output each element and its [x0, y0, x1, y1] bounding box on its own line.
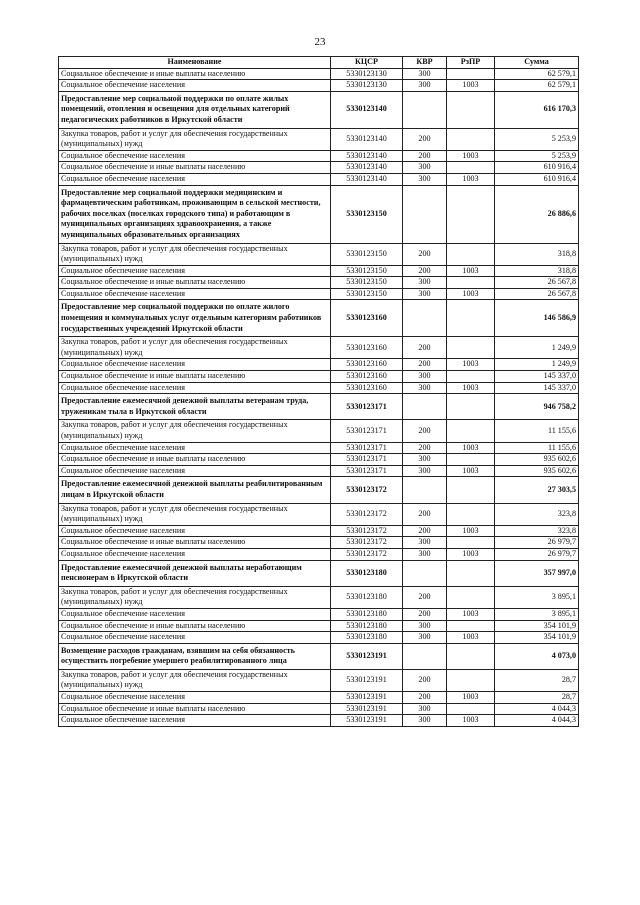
- cell-kvr: 200: [403, 359, 447, 371]
- cell-kvr: 300: [403, 173, 447, 185]
- cell-kvr: 200: [403, 608, 447, 620]
- cell-sum: 62 579,1: [495, 80, 579, 92]
- cell-name: Социальное обеспечение населения: [59, 692, 331, 704]
- cell-sum: 26 979,7: [495, 548, 579, 560]
- table-row: [59, 359, 579, 371]
- cell-sum: 354 101,9: [495, 632, 579, 644]
- cell-rzpr: 1003: [447, 442, 495, 454]
- table-row: [59, 173, 579, 185]
- cell-name: Социальное обеспечение и иные выплаты населению: [59, 454, 331, 466]
- column-header-sum: Сумма: [495, 57, 579, 69]
- cell-rzpr: 1003: [447, 288, 495, 300]
- cell-kcsr: 5330123191: [331, 643, 403, 669]
- cell-kvr: 300: [403, 620, 447, 632]
- cell-rzpr: [447, 477, 495, 503]
- cell-rzpr: 1003: [447, 359, 495, 371]
- table-row: [59, 337, 579, 359]
- cell-kcsr: 5330123160: [331, 382, 403, 394]
- cell-kcsr: 5330123171: [331, 442, 403, 454]
- cell-name: Закупка товаров, работ и услуг для обеспечения государственных (муниципальных) нужд: [59, 337, 331, 359]
- cell-name: Закупка товаров, работ и услуг для обеспечения государственных (муниципальных) нужд: [59, 669, 331, 691]
- table-row: [59, 548, 579, 560]
- cell-name: Предоставление ежемесячной денежной выплаты ветеранам труда, труженикам тыла в Иркутской области: [59, 394, 331, 420]
- cell-kvr: [403, 477, 447, 503]
- cell-kcsr: 5330123160: [331, 300, 403, 337]
- table-row: [59, 692, 579, 704]
- cell-sum: 11 155,6: [495, 442, 579, 454]
- table-row: [59, 288, 579, 300]
- cell-sum: 4 073,0: [495, 643, 579, 669]
- cell-name: Предоставление мер социальной поддержки по оплате жилого помещения и коммунальных услуг отдельным категориям работников государственных учреждений Иркутской области: [59, 300, 331, 337]
- cell-sum: 935 602,6: [495, 454, 579, 466]
- cell-name: Социальное обеспечение населения: [59, 359, 331, 371]
- cell-kvr: 200: [403, 420, 447, 442]
- cell-name: Социальное обеспечение и иные выплаты населению: [59, 537, 331, 549]
- cell-sum: 145 337,0: [495, 371, 579, 383]
- cell-kvr: [403, 560, 447, 586]
- cell-rzpr: 1003: [447, 150, 495, 162]
- cell-kvr: 200: [403, 525, 447, 537]
- cell-name: Социальное обеспечение и иные выплаты населению: [59, 620, 331, 632]
- cell-name: Социальное обеспечение населения: [59, 548, 331, 560]
- cell-rzpr: [447, 394, 495, 420]
- table-row: [59, 525, 579, 537]
- cell-rzpr: 1003: [447, 548, 495, 560]
- column-header-kvr: КВР: [403, 57, 447, 69]
- table-row: [59, 277, 579, 289]
- cell-rzpr: [447, 560, 495, 586]
- cell-rzpr: 1003: [447, 465, 495, 477]
- cell-sum: 4 044,3: [495, 715, 579, 727]
- table-row: [59, 80, 579, 92]
- table-row-program: [59, 185, 579, 243]
- cell-name: Социальное обеспечение населения: [59, 80, 331, 92]
- cell-rzpr: 1003: [447, 80, 495, 92]
- cell-rzpr: 1003: [447, 692, 495, 704]
- table-row: [59, 68, 579, 80]
- table-row-program: [59, 643, 579, 669]
- cell-rzpr: [447, 454, 495, 466]
- cell-rzpr: [447, 337, 495, 359]
- cell-name: Социальное обеспечение населения: [59, 265, 331, 277]
- cell-name: Социальное обеспечение населения: [59, 442, 331, 454]
- cell-rzpr: [447, 162, 495, 174]
- cell-sum: 62 579,1: [495, 68, 579, 80]
- cell-rzpr: [447, 703, 495, 715]
- table-row: [59, 454, 579, 466]
- table-row: [59, 465, 579, 477]
- cell-name: Социальное обеспечение населения: [59, 173, 331, 185]
- column-header-name: Наименование: [59, 57, 331, 69]
- table-row: [59, 382, 579, 394]
- cell-kvr: [403, 185, 447, 243]
- cell-kvr: 200: [403, 265, 447, 277]
- column-header-rzpr: РзПР: [447, 57, 495, 69]
- cell-name: Социальное обеспечение населения: [59, 608, 331, 620]
- table-body: [59, 68, 579, 726]
- cell-kvr: 300: [403, 465, 447, 477]
- cell-kvr: 200: [403, 243, 447, 265]
- cell-rzpr: [447, 91, 495, 128]
- cell-name: Социальное обеспечение населения: [59, 715, 331, 727]
- cell-kcsr: 5330123171: [331, 420, 403, 442]
- cell-name: Предоставление ежемесячной денежной выплаты неработающим пенсионерам в Иркутской области: [59, 560, 331, 586]
- cell-rzpr: 1003: [447, 632, 495, 644]
- cell-kvr: 200: [403, 337, 447, 359]
- cell-rzpr: [447, 669, 495, 691]
- cell-kvr: 300: [403, 715, 447, 727]
- table-row: [59, 265, 579, 277]
- cell-kvr: 300: [403, 288, 447, 300]
- cell-kcsr: 5330123191: [331, 669, 403, 691]
- table-row: [59, 128, 579, 150]
- cell-sum: 354 101,9: [495, 620, 579, 632]
- cell-rzpr: [447, 371, 495, 383]
- cell-kcsr: 5330123180: [331, 608, 403, 620]
- table-row: [59, 715, 579, 727]
- cell-kcsr: 5330123160: [331, 359, 403, 371]
- cell-kcsr: 5330123172: [331, 525, 403, 537]
- cell-name: Социальное обеспечение и иные выплаты населению: [59, 68, 331, 80]
- cell-kvr: 200: [403, 128, 447, 150]
- cell-sum: 3 895,1: [495, 586, 579, 608]
- cell-name: Закупка товаров, работ и услуг для обеспечения государственных (муниципальных) нужд: [59, 128, 331, 150]
- cell-kcsr: 5330123140: [331, 91, 403, 128]
- cell-kcsr: 5330123180: [331, 586, 403, 608]
- cell-sum: 28,7: [495, 669, 579, 691]
- table-header-row: [59, 57, 579, 69]
- cell-sum: 26 979,7: [495, 537, 579, 549]
- cell-name: Социальное обеспечение населения: [59, 632, 331, 644]
- table-row: [59, 503, 579, 525]
- cell-kvr: 300: [403, 68, 447, 80]
- cell-rzpr: [447, 420, 495, 442]
- cell-sum: 610 916,4: [495, 162, 579, 174]
- cell-sum: 26 567,8: [495, 277, 579, 289]
- cell-kcsr: 5330123191: [331, 715, 403, 727]
- cell-rzpr: 1003: [447, 265, 495, 277]
- cell-rzpr: [447, 185, 495, 243]
- cell-kvr: [403, 91, 447, 128]
- table-row-program: [59, 300, 579, 337]
- cell-name: Социальное обеспечение населения: [59, 150, 331, 162]
- cell-rzpr: 1003: [447, 715, 495, 727]
- cell-rzpr: [447, 586, 495, 608]
- cell-kvr: 200: [403, 669, 447, 691]
- cell-kcsr: 5330123150: [331, 288, 403, 300]
- cell-name: Социальное обеспечение населения: [59, 465, 331, 477]
- cell-kvr: 300: [403, 277, 447, 289]
- cell-sum: 935 602,6: [495, 465, 579, 477]
- cell-kvr: 200: [403, 442, 447, 454]
- cell-kcsr: 5330123160: [331, 371, 403, 383]
- cell-kvr: 300: [403, 632, 447, 644]
- cell-sum: 1 249,9: [495, 337, 579, 359]
- cell-sum: 946 758,2: [495, 394, 579, 420]
- cell-rzpr: 1003: [447, 173, 495, 185]
- cell-sum: 11 155,6: [495, 420, 579, 442]
- table-row: [59, 442, 579, 454]
- cell-sum: 146 586,9: [495, 300, 579, 337]
- cell-rzpr: [447, 537, 495, 549]
- cell-kvr: 300: [403, 80, 447, 92]
- cell-name: Социальное обеспечение и иные выплаты населению: [59, 371, 331, 383]
- table-row: [59, 150, 579, 162]
- cell-kvr: 200: [403, 586, 447, 608]
- cell-rzpr: 1003: [447, 525, 495, 537]
- table-row: [59, 586, 579, 608]
- table-row: [59, 608, 579, 620]
- cell-kcsr: 5330123171: [331, 394, 403, 420]
- budget-table: [58, 56, 579, 727]
- cell-kvr: 200: [403, 503, 447, 525]
- cell-rzpr: [447, 277, 495, 289]
- cell-name: Социальное обеспечение населения: [59, 288, 331, 300]
- cell-rzpr: [447, 300, 495, 337]
- cell-kcsr: 5330123140: [331, 128, 403, 150]
- cell-kcsr: 5330123180: [331, 620, 403, 632]
- table-row-program: [59, 477, 579, 503]
- cell-sum: 323,8: [495, 525, 579, 537]
- cell-kvr: 300: [403, 703, 447, 715]
- cell-sum: 5 253,9: [495, 150, 579, 162]
- cell-kcsr: 5330123180: [331, 632, 403, 644]
- cell-kvr: 300: [403, 371, 447, 383]
- cell-kvr: 200: [403, 692, 447, 704]
- cell-sum: 5 253,9: [495, 128, 579, 150]
- cell-sum: 3 895,1: [495, 608, 579, 620]
- cell-kcsr: 5330123130: [331, 68, 403, 80]
- table-row: [59, 243, 579, 265]
- cell-name: Социальное обеспечение и иные выплаты населению: [59, 277, 331, 289]
- cell-kcsr: 5330123150: [331, 243, 403, 265]
- cell-sum: 26 567,8: [495, 288, 579, 300]
- table-row-program: [59, 91, 579, 128]
- cell-kvr: [403, 394, 447, 420]
- cell-rzpr: [447, 243, 495, 265]
- table-row: [59, 537, 579, 549]
- cell-kcsr: 5330123191: [331, 692, 403, 704]
- cell-sum: 26 886,6: [495, 185, 579, 243]
- cell-kcsr: 5330123140: [331, 162, 403, 174]
- cell-rzpr: [447, 68, 495, 80]
- column-header-kcsr: КЦСР: [331, 57, 403, 69]
- cell-rzpr: [447, 643, 495, 669]
- cell-name: Возмещение расходов гражданам, взявшим на себя обязанность осуществить погребение умершего реабилитированного лица: [59, 643, 331, 669]
- cell-name: Предоставление мер социальной поддержки медицинским и фармацевтическим работникам, проживающим в сельской местности, рабочих поселках (поселках городского типа) и работающим в муниципальных организациях здравоохранения, а также муниципальных образовательных организациях: [59, 185, 331, 243]
- cell-sum: 4 044,3: [495, 703, 579, 715]
- table-row: [59, 632, 579, 644]
- cell-rzpr: [447, 128, 495, 150]
- table-row: [59, 371, 579, 383]
- cell-sum: 323,8: [495, 503, 579, 525]
- cell-rzpr: [447, 620, 495, 632]
- cell-kvr: [403, 643, 447, 669]
- cell-sum: 145 337,0: [495, 382, 579, 394]
- cell-name: Закупка товаров, работ и услуг для обеспечения государственных (муниципальных) нужд: [59, 243, 331, 265]
- cell-rzpr: [447, 503, 495, 525]
- cell-name: Социальное обеспечение населения: [59, 382, 331, 394]
- table-row: [59, 620, 579, 632]
- cell-kcsr: 5330123172: [331, 477, 403, 503]
- cell-name: Социальное обеспечение и иные выплаты населению: [59, 703, 331, 715]
- cell-sum: 616 170,3: [495, 91, 579, 128]
- cell-kcsr: 5330123140: [331, 173, 403, 185]
- cell-sum: 318,8: [495, 243, 579, 265]
- cell-kcsr: 5330123180: [331, 560, 403, 586]
- cell-name: Социальное обеспечение и иные выплаты населению: [59, 162, 331, 174]
- cell-name: Закупка товаров, работ и услуг для обеспечения государственных (муниципальных) нужд: [59, 503, 331, 525]
- cell-kcsr: 5330123150: [331, 185, 403, 243]
- cell-name: Закупка товаров, работ и услуг для обеспечения государственных (муниципальных) нужд: [59, 586, 331, 608]
- cell-name: Социальное обеспечение населения: [59, 525, 331, 537]
- cell-kcsr: 5330123172: [331, 537, 403, 549]
- cell-sum: 1 249,9: [495, 359, 579, 371]
- cell-sum: 318,8: [495, 265, 579, 277]
- table-row-program: [59, 394, 579, 420]
- cell-kcsr: 5330123191: [331, 703, 403, 715]
- cell-kcsr: 5330123172: [331, 548, 403, 560]
- cell-kcsr: 5330123171: [331, 454, 403, 466]
- cell-name: Предоставление ежемесячной денежной выплаты реабилитированным лицам в Иркутской области: [59, 477, 331, 503]
- cell-kvr: 300: [403, 382, 447, 394]
- cell-kcsr: 5330123130: [331, 80, 403, 92]
- cell-name: Закупка товаров, работ и услуг для обеспечения государственных (муниципальных) нужд: [59, 420, 331, 442]
- table-row: [59, 162, 579, 174]
- table-row: [59, 420, 579, 442]
- cell-kcsr: 5330123140: [331, 150, 403, 162]
- table-row: [59, 669, 579, 691]
- cell-rzpr: 1003: [447, 608, 495, 620]
- cell-kcsr: 5330123150: [331, 265, 403, 277]
- cell-sum: 610 916,4: [495, 173, 579, 185]
- cell-kvr: 300: [403, 162, 447, 174]
- cell-kcsr: 5330123171: [331, 465, 403, 477]
- cell-kcsr: 5330123172: [331, 503, 403, 525]
- cell-kcsr: 5330123150: [331, 277, 403, 289]
- cell-kvr: 300: [403, 454, 447, 466]
- cell-kvr: [403, 300, 447, 337]
- cell-kvr: 200: [403, 150, 447, 162]
- cell-kcsr: 5330123160: [331, 337, 403, 359]
- cell-sum: 357 997,0: [495, 560, 579, 586]
- table-row: [59, 703, 579, 715]
- table-row-program: [59, 560, 579, 586]
- cell-name: Предоставление мер социальной поддержки по оплате жилых помещений, отопления и освещения для отдельных категорий педагогических работников в Иркутской области: [59, 91, 331, 128]
- cell-kvr: 300: [403, 548, 447, 560]
- cell-kvr: 300: [403, 537, 447, 549]
- cell-sum: 27 303,5: [495, 477, 579, 503]
- cell-sum: 28,7: [495, 692, 579, 704]
- page-number: 23: [314, 36, 326, 48]
- cell-rzpr: 1003: [447, 382, 495, 394]
